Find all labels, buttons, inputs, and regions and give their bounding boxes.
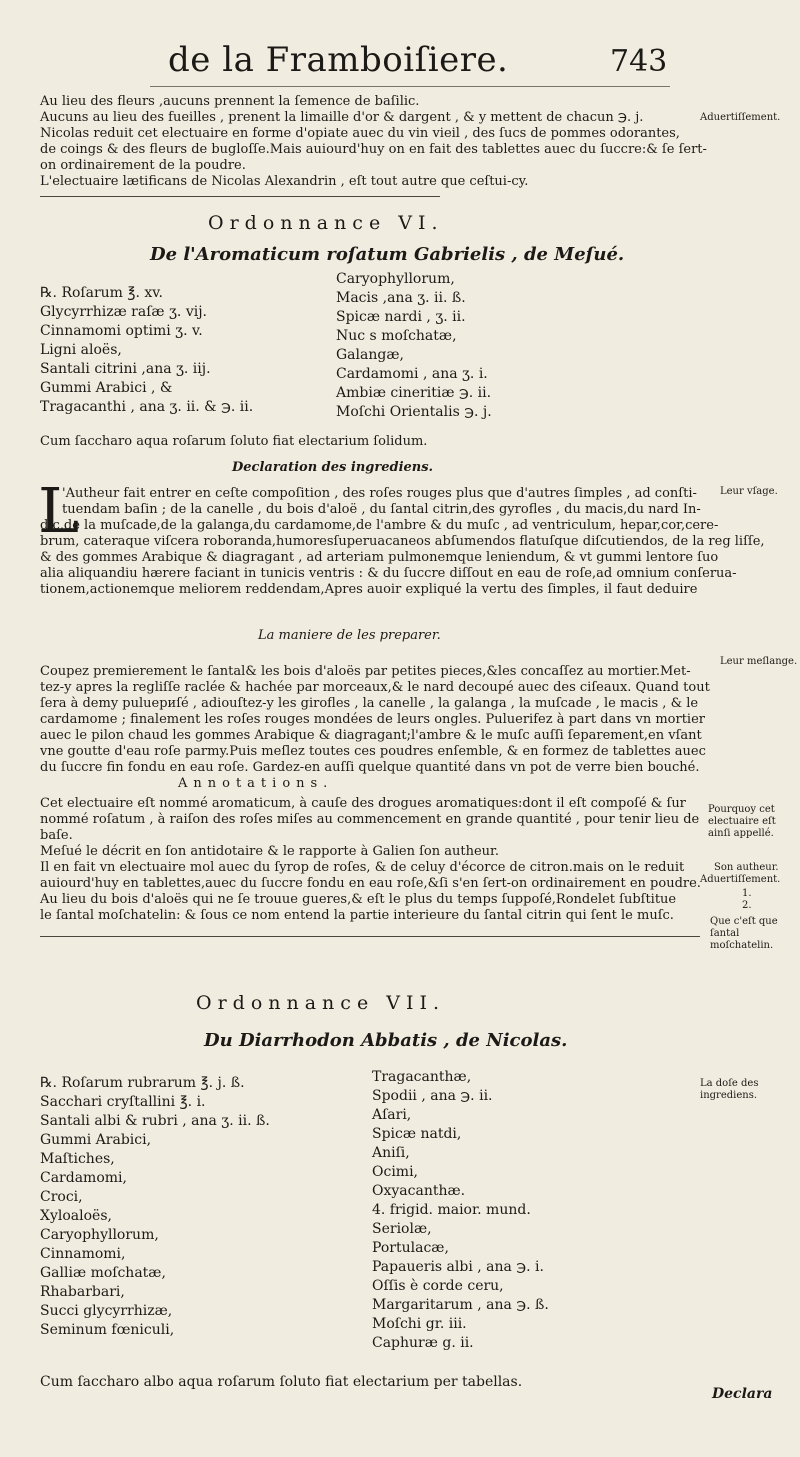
recipe-right-column [372, 1068, 549, 1353]
text-line: Coupez premierement le ſantal& les bois d'aloës par petites pieces,&les concaſſez au mortier.Met- [40, 664, 691, 679]
annotations-paragraph [40, 796, 701, 924]
recipe-item: Glycyrrhizæ raſæ ʒ. vij. [40, 304, 207, 320]
text-line: du ſuccre fin fondu en eau roſe. Gardez-en auſſi quelque quantité dans vn pot de verre bien bouché. [40, 760, 700, 775]
text-line: Aucuns au lieu des fueilles , prenent la limaille d'or & dargent , & y mettent de chacun ℈. j. [40, 110, 644, 125]
recipe-item: Spicæ nardi , ʒ. ii. [336, 309, 466, 325]
recipe-item: Santali albi & rubri , ana ʒ. ii. ß. [40, 1113, 270, 1129]
text-line: L'electuaire lætificans de Nicolas Alexandrin , eſt tout autre que ceſtui-cy. [40, 174, 529, 189]
top-paragraph [40, 94, 707, 190]
recipe-item: Galliæ moſchatæ, [40, 1265, 166, 1281]
text-line: on ordinairement de la poudre. [40, 158, 246, 173]
text-line: ſera à demy puluериſé , adiouſtez-y les girofles , la canelle , la galanga , la muſcade , le macis , & le [40, 696, 699, 711]
recipe-item: Seriolæ, [372, 1221, 432, 1237]
margin-note: La doſe des ingrediens. [700, 1078, 759, 1101]
margin-note: Leur meſlange. [720, 656, 798, 667]
recipe-item: Oxyacanthæ. [372, 1183, 466, 1199]
margin-note: Aduertiſſement. [700, 874, 781, 885]
text-line: Il en fait vn electuaire mol auec du ſyrop de roſes, & de celuy d'écorce de citron.mais on le reduit [40, 860, 685, 875]
text-line: Au lieu du bois d'aloës qui ne ſe trouue gueres,& eſt le plus du temps ſuppoſé,Rondelet ſubſtitue [40, 892, 677, 907]
running-title: de la Framboiſiere. [168, 40, 509, 80]
recipe-item: Seminum fœniculi, [40, 1322, 175, 1338]
recipe-left-column [40, 1074, 270, 1340]
margin-note: 1. [742, 888, 752, 899]
recipe-item: Moſchi gr. iii. [372, 1316, 467, 1332]
declaration-heading: Declaration des ingrediens. [232, 460, 434, 475]
recipe-item: Portulacæ, [372, 1240, 449, 1256]
margin-note: Pourquoy cet electuaire eſt ainſi appellé. [708, 804, 776, 839]
text-line: 'Autheur fait entrer en ceſte compoſition , des roſes rouges plus que d'autres ſimples , ad conſti- [62, 486, 697, 501]
recipe-item: Ambiæ cineritiæ ℈. ii. [336, 385, 492, 401]
recipe-item: Cinnamomi, [40, 1246, 126, 1262]
recipe-item: Galangæ, [336, 347, 404, 363]
recipe-item: Nuc s moſchatæ, [336, 328, 457, 344]
ordonnance-vi-heading: Ordonnance VI. [208, 212, 444, 234]
margin-note: Que c'eſt que ſantal moſchatelin. [710, 916, 778, 951]
text-line: auiourd'huy en tablettes,auec du ſuccre fondu en eau roſe,&ſi s'en ſert-on ordinairement en poudre. [40, 876, 701, 891]
text-line: dic,de la muſcade,de la galanga,du cardamome,de l'ambre & du muſc , ad ventriculum, hepar,cor,cere- [40, 518, 719, 533]
recipe-item: Macis ,ana ʒ. ii. ß. [336, 290, 466, 306]
text-line: cardamome ; finalement les roſes rouges mondées de leurs ongles. Puluerifez à part dans vn mortier [40, 712, 705, 727]
recipe-item: Tragacanthi , ana ʒ. ii. & ℈. ii. [40, 399, 254, 415]
header-rule [150, 86, 670, 87]
declaration-paragraph [62, 486, 701, 518]
text-line: brum, cateraque viſcera roboranda,humoresſuperuacaneos abſumendos flatuſque diſcutiendos, de la reg liſſe, [40, 534, 765, 549]
recipe-right-column [336, 270, 492, 422]
ordonnance-vii-heading: Ordonnance VII. [196, 992, 445, 1014]
text-line: tionem,actionemque meliorem reddendam,Apres auoir expliqué la vertu des ſimples, il faut deduire [40, 582, 698, 597]
text-line: vne goutte d'eau roſe parmy.Puis meſlez toutes ces poudres enſemble, & en formez de tablettes auec [40, 744, 706, 759]
recipe-item: Cardamomi, [40, 1170, 127, 1186]
recipe-item: Santali citrini ,ana ʒ. iij. [40, 361, 211, 377]
recipe-item: Cinnamomi optimi ʒ. v. [40, 323, 203, 339]
text-line: le ſantal moſchatelin: & ſous ce nom entend la partie interieure du ſantal citrin qui ſent le muſc. [40, 908, 674, 923]
recipe-item: Tragacanthæ, [372, 1069, 472, 1085]
recipe-item: Croci, [40, 1189, 83, 1205]
text-line: tez-y apres la regliſſe raclée & hachée par morceaux,& le nard decoupé auec des ciſeaux. Quand tout [40, 680, 710, 695]
text-line: de coings & des fleurs de bugloſſe.Mais auiourd'huy on en fait des tablettes auec du ſuccre:& ſe ſert- [40, 142, 707, 157]
text-line: baſe. [40, 828, 73, 843]
section-rule [40, 936, 700, 937]
recipe-item: Moſchi Orientalis ℈. j. [336, 404, 492, 420]
recipe-item: Caryophyllorum, [336, 271, 455, 287]
annotations-heading: Annotations. [178, 776, 334, 791]
recipe-item: Xyloaloës, [40, 1208, 112, 1224]
recipe-item: Caryophyllorum, [40, 1227, 159, 1243]
recipe-item: Rhabarbari, [40, 1284, 125, 1300]
text-line: Nicolas reduit cet electuaire en forme d'opiate auec du vin vieil , des ſucs de pommes odorantes, [40, 126, 680, 141]
margin-note: Aduertiſſement. [700, 112, 781, 123]
recipe-item: Sacchari cryſtallini ℥. i. [40, 1094, 206, 1110]
declaration-paragraph-cont [40, 518, 765, 598]
recipe-item: ℞. Roſarum rubrarum ℥. j. ß. [40, 1075, 245, 1091]
recipe-item: Spodii , ana ℈. ii. [372, 1088, 493, 1104]
ordonnance-vii-subtitle: Du Diarrhodon Abbatis , de Nicolas. [204, 1030, 568, 1051]
text-line: alia aliquandiu hærere faciant in tunicis ventris : & du ſuccre diſſout en eau de roſe,ad omnium conſerua- [40, 566, 737, 581]
recipe-item: Gummi Arabici , & [40, 380, 173, 396]
drop-cap: L [38, 474, 80, 547]
text-line: & des gommes Arabique & diagragant , ad arteriam pulmonemque leniendum, & vt gummi lentore ſuo [40, 550, 719, 565]
text-line: Cet electuaire eſt nommé aromaticum, à cauſe des drogues aromatiques:dont il eſt compoſé & ſur [40, 796, 686, 811]
section-rule [40, 196, 440, 197]
ordonnance-vi-subtitle: De l'Aromaticum roſatum Gabrielis , de Meſué. [150, 244, 625, 265]
recipe-item: Aniſi, [372, 1145, 410, 1161]
recipe-item: Aſari, [372, 1107, 412, 1123]
preparation-heading: La maniere de les preparer. [258, 628, 441, 643]
recipe-item: Ligni aloës, [40, 342, 122, 358]
text-line: auec le pilon chaud les gommes Arabique & diagragant;l'ambre & le muſc auſſi ſeparement,en vſant [40, 728, 702, 743]
recipe-item: Gummi Arabici, [40, 1132, 152, 1148]
page-number: 743 [610, 44, 668, 79]
text-line: Meſué le décrit en ſon antidotaire & le rapporte à Galien ſon autheur. [40, 844, 499, 859]
preparation-paragraph [40, 664, 710, 776]
margin-note: Son autheur. [714, 862, 779, 873]
text-line: tuendam baſin ; de la canelle , du bois d'aloë , du ſantal citrin,des gyrofles , du macis,du nard In- [62, 502, 701, 517]
recipe-item: Caphuræ g. ii. [372, 1335, 474, 1351]
recipe-left-column [40, 284, 253, 417]
recipe-item: Papaueris albi , ana ℈. i. [372, 1259, 544, 1275]
text-line: Au lieu des fleurs ,aucuns prennent la ſemence de baſilic. [40, 94, 420, 109]
recipe-closing: Cum ſaccharo aqua roſarum ſoluto fiat electarium ſolidum. [40, 434, 428, 449]
recipe-item: Margaritarum , ana ℈. ß. [372, 1297, 549, 1313]
text-line: nommé roſatum , à raiſon des roſes miſes au commencement en grande quantité , pour tenir lieu de [40, 812, 700, 827]
recipe-item: Ocimi, [372, 1164, 418, 1180]
recipe-item: Oſſis è corde ceru, [372, 1278, 504, 1294]
catchword: Declara [712, 1386, 773, 1402]
recipe-item: Succi glycyrrhizæ, [40, 1303, 173, 1319]
recipe-item: Cardamomi , ana ʒ. i. [336, 366, 488, 382]
margin-note: 2. [742, 900, 752, 911]
margin-note: Leur vſage. [720, 486, 778, 497]
recipe-item: ℞. Roſarum ℥. xv. [40, 285, 163, 301]
recipe-item: Maſtiches, [40, 1151, 115, 1167]
recipe-closing: Cum ſaccharo albo aqua roſarum ſoluto fiat electarium per tabellas. [40, 1374, 523, 1390]
recipe-item: 4. frigid. maior. mund. [372, 1202, 531, 1218]
recipe-item: Spicæ natdi, [372, 1126, 462, 1142]
